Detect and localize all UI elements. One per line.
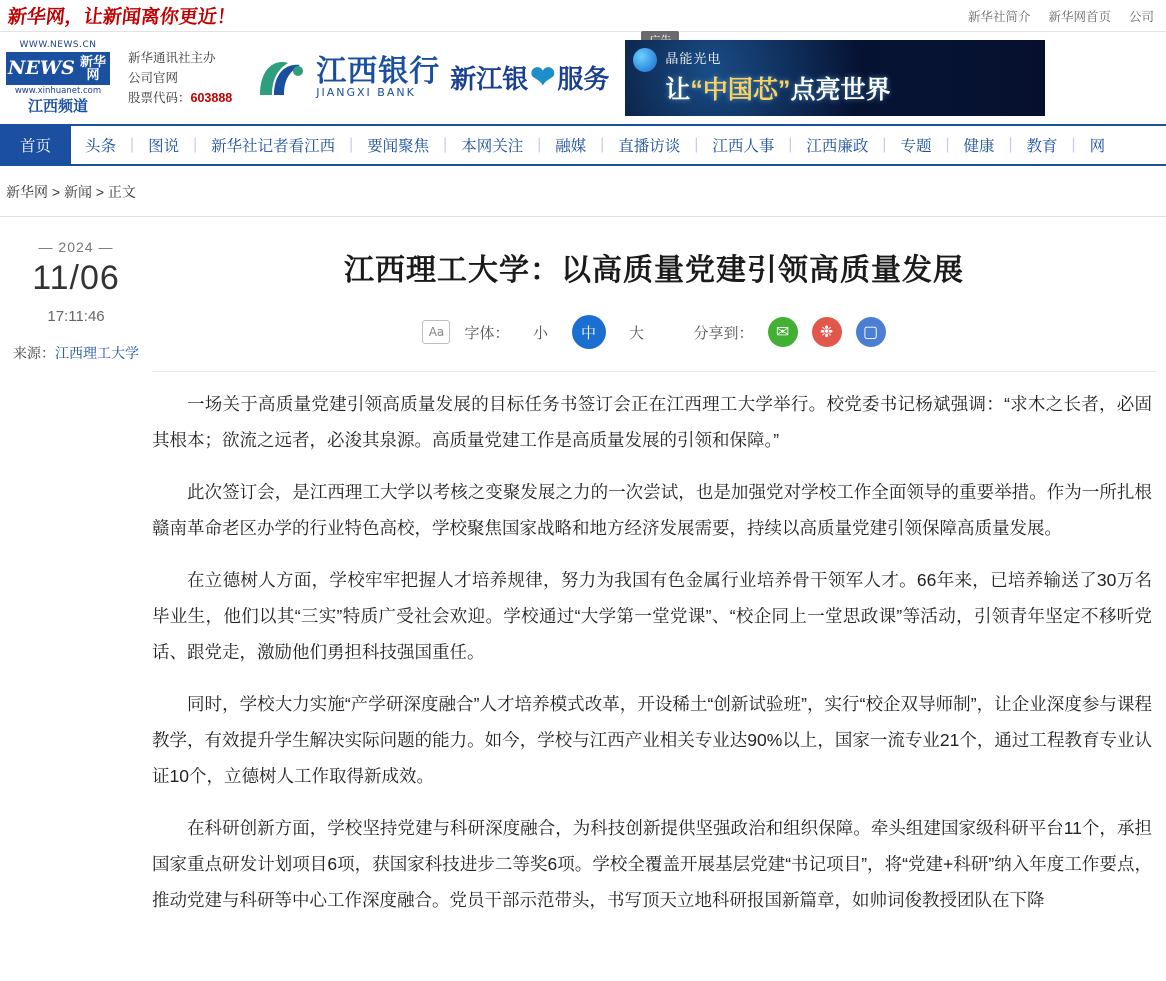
article-paragraph: 在立德树人方面，学校牢牢把握人才培养规律，努力为我国有色金属行业培养骨干领军人才。66年来，已培养输送了30万名毕业生，他们以其“三实”特质广受社会欢迎。学校通过“大学第一堂党课”、“校企同上一堂思政课”等活动，引领青年坚定不移听党话、跟党走，激励他们勇担科技强国重任。 [152, 570, 1152, 662]
top-bar [0, 0, 1166, 32]
nav-sep: | [600, 136, 605, 153]
logo-url-top: WWW.NEWS.CN [19, 40, 97, 51]
top-bar-links [968, 7, 1154, 25]
nav-item-12[interactable]: 网 [1089, 138, 1106, 155]
nav-item-list [71, 126, 1119, 164]
article-paragraph: 同时，学校大力实施“产学研深度融合”人才培养模式改革，开设稀土“创新试验班”，实行“校企双导师制”，让企业深度参与课程教学，有效提升学生解决实际问题的能力。如今，学校与江西产业相关专业达90%以上，国家一流专业21个，通过工程教育专业认证10个，立德树人工作取得新成效。 [152, 694, 1152, 786]
bank-name-cn: 江西银行 [316, 54, 441, 88]
breadcrumb[interactable]: 新华网 > 新闻 > 正文 [0, 166, 1166, 217]
bank-slogan [450, 59, 609, 96]
nav-item-6[interactable]: 直播访谈 [618, 138, 681, 155]
article-time: 17:11:46 [47, 308, 105, 325]
bank-name [316, 56, 440, 99]
logo-main [6, 52, 110, 85]
header-meta-line3 [128, 88, 232, 108]
nav-item-7[interactable]: 江西人事 [712, 138, 775, 155]
right-ad-slogan-highlight: “中国芯” [690, 75, 791, 104]
right-ad-slogan [665, 70, 890, 106]
article-source [0, 343, 152, 363]
right-ad-slogan-prefix: 让 [665, 75, 691, 104]
nav-item-9[interactable]: 专题 [900, 138, 932, 155]
nav-sep: | [537, 136, 542, 153]
font-size-large-button[interactable]: 大 [628, 324, 644, 342]
right-advertisement[interactable] [625, 40, 1045, 116]
top-link-2[interactable]: 公司 [1128, 9, 1154, 24]
nav-sep: | [349, 136, 354, 153]
main-navigation [0, 124, 1166, 166]
heart-icon: ❤ [530, 61, 556, 94]
nav-sep: | [1071, 136, 1076, 153]
nav-sep: | [882, 136, 887, 153]
nav-sep: | [1008, 136, 1013, 153]
bank-slogan-left: 新江银 [450, 64, 529, 94]
share-label: 分享到： [693, 324, 754, 342]
nav-item-4[interactable]: 本网关注 [461, 138, 524, 155]
top-link-0[interactable]: 新华社简介 [967, 9, 1031, 24]
bank-advertisement[interactable] [254, 55, 609, 101]
article-year: — 2024 — [38, 239, 114, 255]
nav-sep: | [788, 136, 793, 153]
nav-sep: | [443, 136, 448, 153]
article-source-label: 来源： [13, 345, 55, 361]
right-ad-brand: 晶能光电 [665, 50, 722, 66]
page-title: 江西理工大学：以高质量党建引领高质量发展 [344, 254, 964, 287]
article-body [152, 372, 1156, 918]
font-size-small-button[interactable]: 小 [532, 324, 548, 342]
bank-slogan-right: 服务 [557, 64, 610, 94]
article-source-link[interactable]: 江西理工大学 [55, 345, 139, 361]
nav-item-1[interactable]: 图说 [148, 138, 180, 155]
nav-item-5[interactable]: 融媒 [555, 138, 587, 155]
nav-item-11[interactable]: 教育 [1026, 138, 1058, 155]
site-header [0, 32, 1166, 124]
bank-name-en: JIANGXI BANK [316, 86, 416, 100]
weibo-icon[interactable]: ❉ [812, 317, 842, 347]
advertiser-logo-icon [633, 48, 657, 72]
article-paragraph: 一场关于高质量党建引领高质量发展的目标任务书签订会正在江西理工大学举行。校党委书记杨斌强调：“求木之长者，必固其根本；欲流之远者，必浚其泉源。高质量党建工作是高质量发展的引领和保障。” [152, 394, 1152, 450]
nav-item-2[interactable]: 新华社记者看江西 [211, 138, 336, 155]
bank-logo-icon [254, 55, 310, 101]
nav-sep: | [694, 136, 699, 153]
logo-channel[interactable]: 江西频道 [27, 97, 88, 115]
more-icon[interactable]: ▢ [856, 317, 886, 347]
top-link-1[interactable]: 新华网首页 [1048, 9, 1111, 24]
nav-sep: | [945, 136, 950, 153]
font-size-label: 字体： [464, 324, 510, 342]
nav-item-0[interactable]: 头条 [85, 138, 117, 155]
article-meta-column [0, 223, 152, 934]
font-size-icon: Aa [422, 320, 450, 344]
logo-url-bottom: www.xinhuanet.com [14, 86, 102, 97]
site-logo[interactable] [6, 41, 110, 114]
nav-item-3[interactable]: 要闻聚焦 [367, 138, 430, 155]
nav-sep: | [193, 136, 198, 153]
article-toolbar [152, 315, 1156, 372]
stock-code-value: 603888 [190, 90, 233, 105]
logo-news-text: NEWS [8, 56, 75, 79]
logo-cn-text: 新华网 [79, 54, 106, 83]
article-main-column [152, 223, 1166, 934]
article-container [0, 217, 1166, 934]
nav-sep: | [130, 136, 135, 153]
right-ad-slogan-suffix: 点亮世界 [790, 75, 891, 104]
article-paragraph: 在科研创新方面，学校坚持党建与科研深度融合，为科技创新提供坚强政治和组织保障。牵头组建国家级科研平台11个，承担国家重点研发计划项目6项，获国家科技进步二等奖6项。学校全覆盖开展基层党建“书记项目”，将“党建+科研”纳入年度工作要点，推动党建与科研等中心工作深度融合。党员干部示范带头，书写顶天立地科研报国新篇章，如帅词俊教授团队在下降 [152, 818, 1152, 910]
article-paragraph: 此次签订会，是江西理工大学以考核之变聚发展之力的一次尝试，也是加强党对学校工作全面领导的重要举措。作为一所扎根赣南革命老区办学的行业特色高校，学校聚焦国家战略和地方经济发展需要，持续以高质量党建引领保障高质量发展。 [152, 482, 1152, 538]
nav-item-8[interactable]: 江西廉政 [806, 138, 869, 155]
header-meta-line2: 公司官网 [128, 70, 179, 85]
header-meta-line1: 新华通讯社主办 [128, 50, 216, 65]
nav-item-home[interactable]: 首页 [0, 126, 71, 164]
font-size-medium-button[interactable]: 中 [572, 315, 606, 349]
header-meta [128, 48, 232, 108]
stock-code-label: 股票代码： [128, 90, 191, 105]
site-slogan: 新华网，让新闻离你更近！ [6, 6, 238, 28]
article-monthday: 11/06 [32, 259, 120, 297]
nav-item-10[interactable]: 健康 [963, 138, 995, 155]
wechat-icon[interactable]: ✉ [768, 317, 798, 347]
